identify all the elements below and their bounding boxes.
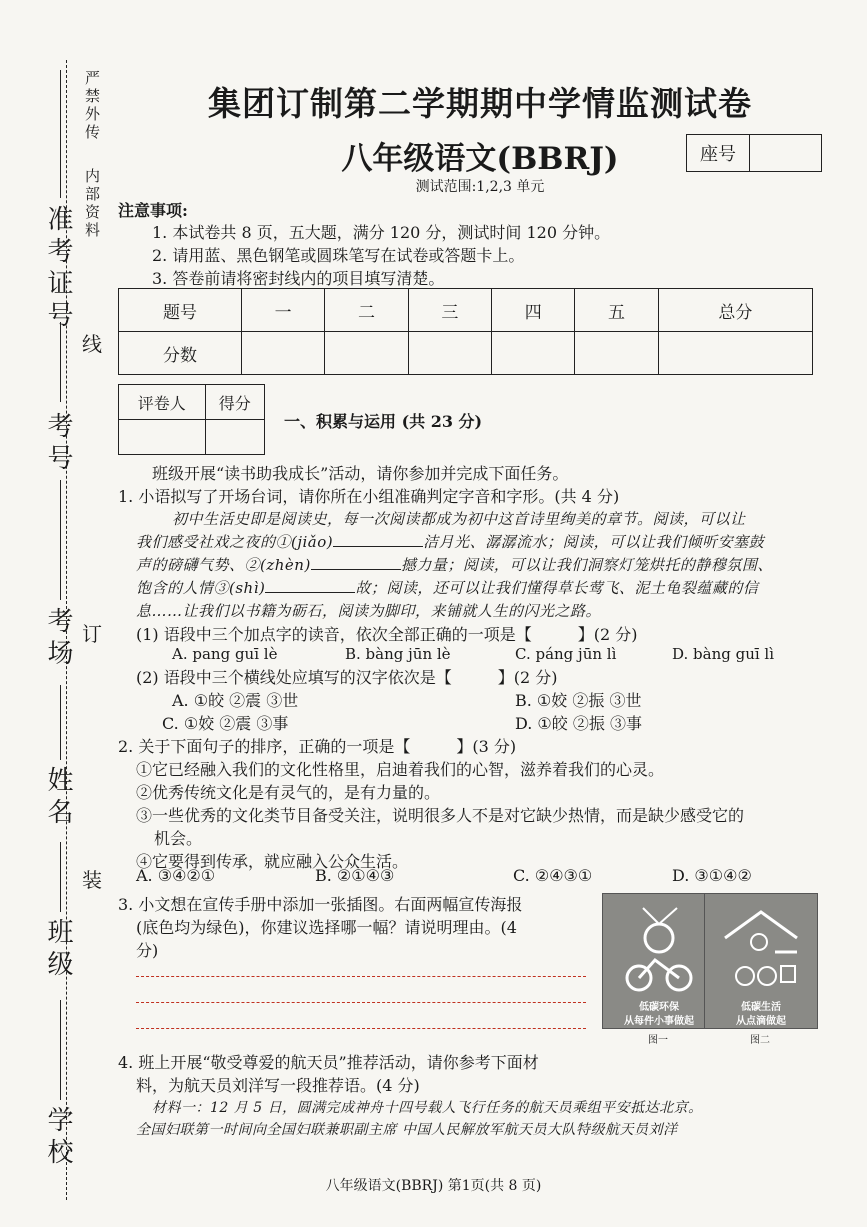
option: A. pang guī lè: [172, 645, 278, 663]
q1-passage-line: 声的磅礴气势、②(zhèn) 撼力量；阅读，可以让我们洞察灯笼烘托的静穆氛围、: [136, 556, 773, 574]
option: C. páng jūn lì: [515, 645, 617, 663]
notice-item: 1. 本试卷共 8 页，五大题，满分 120 分，测试时间 120 分钟。: [152, 223, 611, 242]
blank-exam-room[interactable]: [60, 480, 61, 600]
poster-caption: 从每件小事做起: [624, 1016, 694, 1027]
q2-sentence: ①它已经融入我们的文化性格里，启迪着我们的心智，滋养着我们的心灵。: [136, 760, 665, 779]
option: C. ①姣 ②震 ③事: [162, 714, 289, 733]
q4-line: 料，为航天员刘洋写一段推荐语。(4 分): [136, 1076, 420, 1095]
answer-line[interactable]: [136, 976, 586, 977]
answer-blank[interactable]: [311, 555, 401, 570]
notice-heading: 注意事项:: [118, 201, 188, 220]
answer-blank[interactable]: [333, 532, 423, 547]
q3-line: (底色均为绿色)，你建议选择哪一幅？请说明理由。(4: [136, 918, 517, 937]
q1-sub2-stem: (2) 语段中三个横线处应填写的汉字依次是【 】(2 分): [136, 668, 558, 687]
q1-passage-line: 初中生活史即是阅读史，每一次阅读都成为初中这首诗里绚美的章节。阅读，可以让: [172, 510, 746, 528]
score-table: [118, 288, 813, 375]
column-header: 二: [325, 289, 408, 332]
exam-subtitle: 八年级语文(BBRJ): [341, 141, 619, 177]
option: C. ②④③①: [513, 866, 593, 885]
page-footer: 八年级语文(BBRJ) 第1页(共 8 页): [325, 1178, 542, 1194]
material-line: 全国妇联第一时间向全国妇联兼职副主席 中国人民解放军航天员大队特级航天员刘洋: [136, 1122, 678, 1138]
q1-passage-line: 饱含的人情③(shì) 故；阅读，还可以让我们懂得草长莺飞、泥土龟裂蕴藏的信: [136, 579, 759, 597]
q2-sentence: ④它要得到传承，就应融入公众生活。: [136, 852, 409, 871]
side-note-restricted: 严禁外传: [83, 70, 101, 142]
poster-caption: 低碳生活: [741, 1002, 781, 1013]
notice-item: 3. 答卷前请将密封线内的项目填写清楚。: [152, 269, 445, 288]
field-name: 姓名: [43, 766, 73, 830]
poster-image: [704, 893, 818, 1029]
seal-char-fix: 装: [82, 868, 102, 892]
row-label: 题号: [119, 289, 242, 332]
table-row: [119, 332, 813, 375]
option: D. ①皎 ②振 ③事: [515, 714, 642, 733]
figure-label: 图二: [750, 1035, 770, 1046]
q2-stem: 2. 关于下面句子的排序，正确的一项是【 】(3 分): [118, 737, 517, 756]
answer-line[interactable]: [136, 1002, 586, 1003]
column-header: 总分: [658, 289, 812, 332]
grader-table: [118, 384, 265, 455]
q1-stem: 1. 小语拟写了开场台词，请你所在小组准确判定字音和字形。(共 4 分): [118, 487, 620, 506]
q3-line: 分): [136, 941, 159, 960]
poster-image: [602, 893, 716, 1029]
q2-sentence: ②优秀传统文化是有灵气的，是有力量的。: [136, 783, 441, 802]
q4-line: 4. 班上开展“敬受尊爱的航天员”推荐活动，请你参考下面材: [118, 1053, 539, 1072]
field-school: 学校: [43, 1106, 73, 1170]
field-exam-room: 考场: [43, 607, 73, 671]
q2-sentence: 机会。: [154, 829, 203, 848]
seat-number-label: 座号: [687, 135, 750, 171]
poster-caption: 低碳环保: [639, 1002, 679, 1013]
blank-school[interactable]: [60, 1000, 61, 1100]
seat-number-field[interactable]: [750, 135, 821, 171]
field-class: 班级: [43, 918, 73, 982]
column-header: 五: [575, 289, 658, 332]
option: B. ①姣 ②振 ③世: [515, 691, 642, 710]
q1-passage-line: 我们感受社戏之夜的①(jiǎo) 洁月光、潺潺流水；阅读，可以让我们倾听安塞鼓: [136, 533, 765, 551]
score-header: 得分: [205, 385, 264, 420]
column-header: 四: [492, 289, 575, 332]
score-cell[interactable]: [658, 332, 812, 375]
q1-sub1-stem: (1) 语段中三个加点字的读音，依次全部正确的一项是【 】(2 分): [136, 625, 638, 644]
option: A. ③④②①: [136, 866, 216, 885]
grader-cell[interactable]: [119, 420, 206, 455]
table-row: [119, 385, 265, 420]
answer-blank[interactable]: [265, 578, 355, 593]
table-row: [119, 289, 813, 332]
score-cell[interactable]: [492, 332, 575, 375]
blank-class[interactable]: [60, 842, 61, 912]
blank-exam-no[interactable]: [60, 322, 61, 402]
column-header: 一: [242, 289, 325, 332]
field-exam-id: 准考证号: [43, 205, 73, 333]
score-cell[interactable]: [408, 332, 491, 375]
option: B. ②①④③: [315, 866, 395, 885]
section-heading: 一、积累与运用 (共 23 分): [284, 412, 483, 431]
activity-intro: 班级开展“读书助我成长”活动，请你参加并完成下面任务。: [152, 464, 569, 483]
score-cell[interactable]: [242, 332, 325, 375]
test-scope: 测试范围:1,2,3 单元: [415, 179, 545, 195]
figure-label: 图一: [648, 1035, 668, 1046]
row-label: 分数: [119, 332, 242, 375]
blank-name[interactable]: [60, 685, 61, 760]
q3-line: 3. 小文想在宣传手册中添加一张插图。右面两幅宣传海报: [118, 895, 523, 914]
seal-char-bind: 订: [82, 622, 102, 646]
column-header: 三: [408, 289, 491, 332]
score-cell[interactable]: [205, 420, 264, 455]
notice-item: 2. 请用蓝、黑色钢笔或圆珠笔写在试卷或答题卡上。: [152, 246, 525, 265]
material-line: 材料一：12 月 5 日，圆满完成神舟十四号载人飞行任务的航天员乘组平安抵达北京。: [152, 1100, 703, 1116]
blank-exam-id[interactable]: [60, 70, 61, 198]
q2-sentence: ③一些优秀的文化类节目备受关注，说明很多人不是对它缺少热情，而是缺少感受它的: [136, 806, 745, 825]
option: D. ③①④②: [672, 866, 752, 885]
grader-header: 评卷人: [119, 385, 206, 420]
option: D. bàng guī lì: [672, 645, 775, 663]
field-exam-no: 考号: [43, 412, 73, 476]
option: A. ①皎 ②震 ③世: [172, 691, 299, 710]
answer-line[interactable]: [136, 1028, 586, 1029]
score-cell[interactable]: [325, 332, 408, 375]
seat-number-box: [686, 134, 822, 172]
poster-caption: 从点滴做起: [736, 1016, 786, 1027]
seal-char-line: 线: [82, 332, 102, 356]
option: B. bàng jūn lè: [345, 645, 451, 663]
side-note-internal: 内部资料: [83, 168, 101, 240]
exam-title: 集团订制第二学期期中学情监测试卷: [208, 84, 752, 123]
q1-passage-line: 息……让我们以书籍为砺石，阅读为脚印，来铺就人生的闪光之路。: [136, 602, 602, 620]
table-row: [119, 420, 265, 455]
score-cell[interactable]: [575, 332, 658, 375]
